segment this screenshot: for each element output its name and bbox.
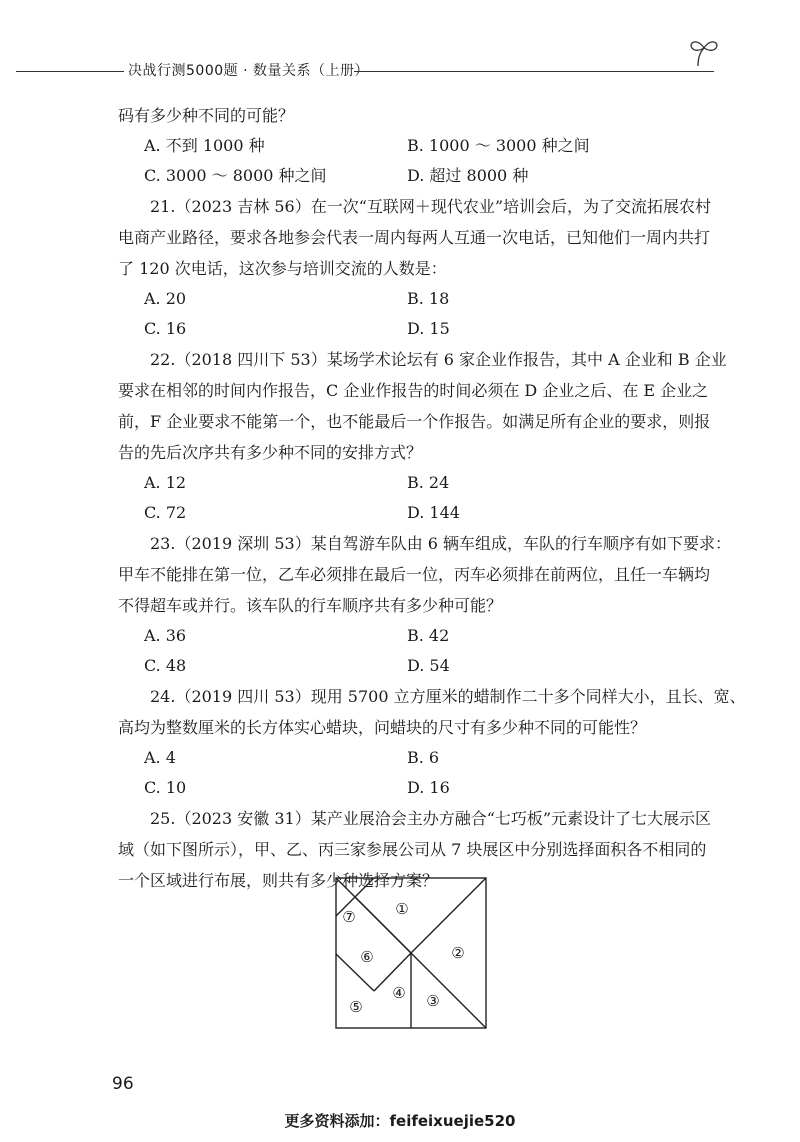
options-row bbox=[118, 314, 718, 344]
q21-option-c: C. 16 bbox=[144, 319, 187, 338]
q22-option-b: B. 24 bbox=[407, 473, 450, 492]
options-row bbox=[118, 621, 718, 651]
options-row bbox=[118, 498, 718, 528]
options-row bbox=[118, 468, 718, 498]
page-number: 96 bbox=[112, 1074, 134, 1094]
header-rule-right bbox=[354, 71, 714, 72]
q22-option-d: D. 144 bbox=[407, 503, 460, 522]
question-21 bbox=[118, 191, 718, 344]
question-stem-line: 22.（2018 四川下 53）某场学术论坛有 6 家企业作报告，其中 A 企业和 B 企业 bbox=[150, 350, 727, 369]
question-stem-line: 前，F 企业要求不能第一个，也不能最后一个作报告。如满足所有企业的要求，则报 bbox=[118, 412, 711, 431]
q24-option-d: D. 16 bbox=[407, 778, 450, 797]
page-content bbox=[118, 100, 746, 896]
q22-option-a: A. 12 bbox=[144, 473, 187, 492]
tangram-label: ② bbox=[451, 944, 465, 962]
tangram-label: ⑦ bbox=[342, 908, 356, 926]
question-stem-line: 域（如下图所示），甲、乙、丙三家参展公司从 7 块展区中分别选择面积各不相同的 bbox=[118, 840, 707, 859]
question-stem-line: 不得超车或并行。该车队的行车顺序共有多少种可能？ bbox=[118, 596, 503, 615]
question-stem-line: 要求在相邻的时间内作报告，C 企业作报告的时间必须在 D 企业之后、在 E 企业之 bbox=[118, 381, 709, 400]
tangram-label: ④ bbox=[392, 984, 406, 1002]
running-header bbox=[16, 54, 716, 84]
question-stem-line: 24.（2019 四川 53）现用 5700 立方厘米的蜡制作二十多个同样大小，且长、宽、 bbox=[150, 687, 746, 706]
q22-option-c: C. 72 bbox=[144, 503, 187, 522]
question-20-tail: 码有多少种不同的可能？ bbox=[118, 106, 295, 125]
question-stem-line: 23.（2019 深圳 53）某自驾游车队由 6 辆车组成，车队的行车顺序有如下要求： bbox=[150, 534, 732, 553]
tangram-label: ③ bbox=[426, 992, 440, 1010]
tangram-label: ① bbox=[395, 900, 409, 918]
q20-option-a: A. 不到 1000 种 bbox=[144, 136, 265, 155]
question-stem-line: 了 120 次电话，这次参与培训交流的人数是： bbox=[118, 259, 447, 278]
question-22 bbox=[118, 344, 727, 528]
question-stem-line: 电商产业路径，要求各地参会代表一周内每两人互通一次电话，已知他们一周内共打 bbox=[118, 228, 711, 247]
options-row bbox=[118, 773, 718, 803]
question-stem-line: 告的先后次序共有多少种不同的安排方式？ bbox=[118, 443, 423, 462]
q21-option-b: B. 18 bbox=[407, 289, 450, 308]
question-20-options-row-2 bbox=[118, 161, 718, 191]
q20-option-c: C. 3000 ～ 8000 种之间 bbox=[144, 166, 327, 185]
header-rule-left bbox=[16, 71, 124, 72]
sprout-icon bbox=[684, 36, 724, 68]
options-row bbox=[118, 651, 718, 681]
q23-option-b: B. 42 bbox=[407, 626, 450, 645]
question-stem-line: 25.（2023 安徽 31）某产业展洽会主办方融合“七巧板”元素设计了七大展示区 bbox=[150, 809, 712, 828]
tangram-figure bbox=[334, 876, 488, 1030]
q20-option-d: D. 超过 8000 种 bbox=[407, 166, 529, 185]
footer-note: 更多资料添加：feifeixuejie520 bbox=[284, 1112, 516, 1130]
q20-option-b: B. 1000 ～ 3000 种之间 bbox=[407, 136, 590, 155]
q23-option-d: D. 54 bbox=[407, 656, 450, 675]
options-row bbox=[118, 743, 718, 773]
tangram-label: ⑥ bbox=[360, 948, 374, 966]
options-row bbox=[118, 284, 718, 314]
question-20-options-row-1 bbox=[118, 131, 718, 161]
q23-option-a: A. 36 bbox=[144, 626, 187, 645]
q23-option-c: C. 48 bbox=[144, 656, 187, 675]
question-stem-line: 21.（2023 吉林 56）在一次“互联网＋现代农业”培训会后，为了交流拓展农村 bbox=[150, 197, 712, 216]
question-stem-line: 高均为整数厘米的长方体实心蜡块，问蜡块的尺寸有多少种不同的可能性？ bbox=[118, 718, 647, 737]
tangram-half-diagonal-line bbox=[411, 878, 486, 953]
question-23 bbox=[118, 528, 732, 681]
q21-option-a: A. 20 bbox=[144, 289, 187, 308]
q21-option-d: D. 15 bbox=[407, 319, 450, 338]
q24-option-b: B. 6 bbox=[407, 748, 440, 767]
book-title: 决战行测5000题 · 数量关系（上册） bbox=[128, 63, 369, 79]
question-stem-line: 甲车不能排在第一位，乙车必须排在最后一位，丙车必须排在前两位，且任一车辆均 bbox=[118, 565, 711, 584]
question-stem-line: 一个区域进行布展，则共有多少种选择方案？ bbox=[118, 871, 439, 890]
q24-option-a: A. 4 bbox=[144, 748, 176, 767]
tangram-label: ⑤ bbox=[349, 998, 363, 1016]
question-24 bbox=[118, 681, 746, 803]
q24-option-c: C. 10 bbox=[144, 778, 187, 797]
